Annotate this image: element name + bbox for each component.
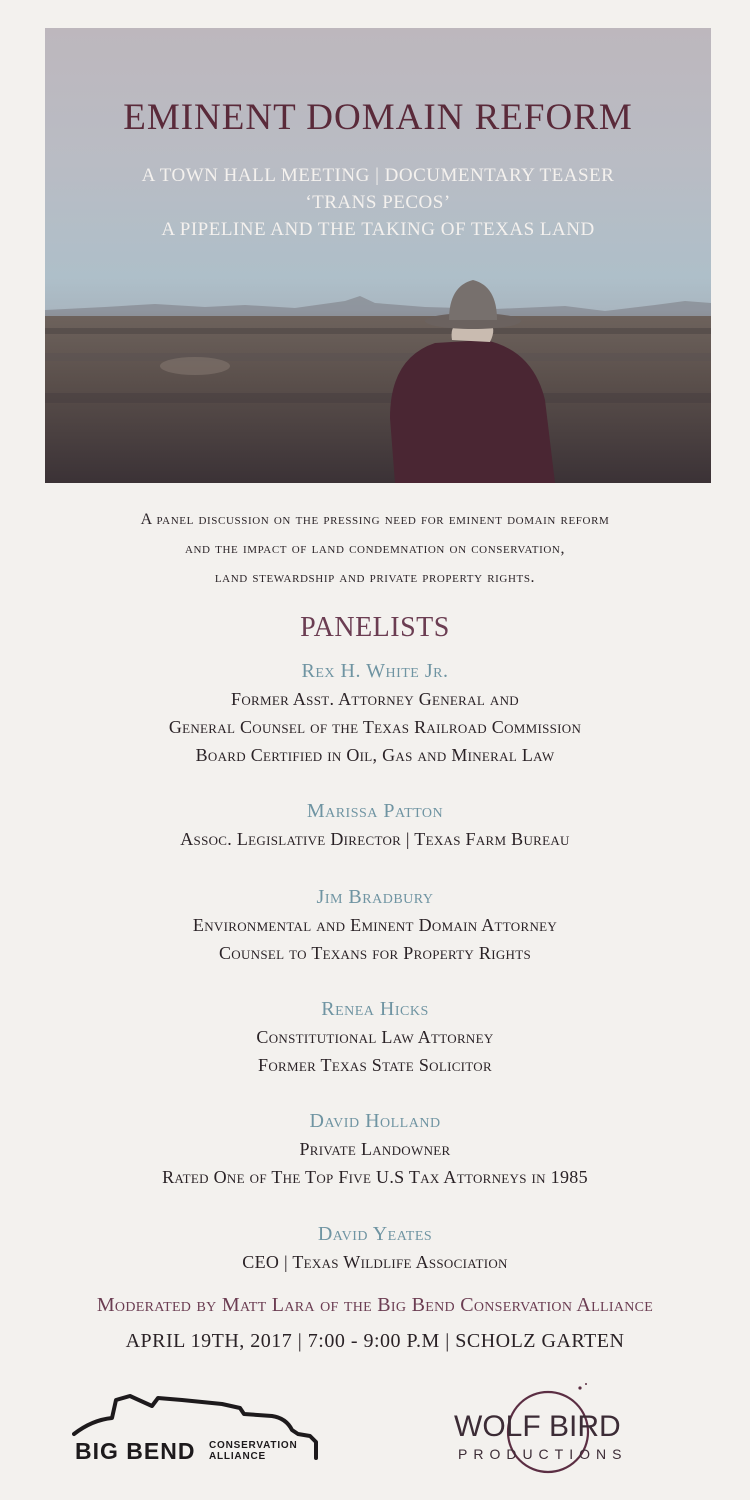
- panelist-credential: Environmental and Eminent Domain Attorney: [192, 915, 558, 935]
- panelist-credential: Board Certified in Oil, Gas and Mineral Law: [195, 745, 555, 765]
- panelist-block: [0, 797, 750, 853]
- event-subtitle-line: ‘TRANS PECOS’: [305, 192, 451, 213]
- panelist-block: [0, 883, 750, 967]
- wolf-bird-wordmark: WOLF BIRD: [454, 1410, 621, 1443]
- panelist-block: [0, 995, 750, 1079]
- panelist-block: [0, 1220, 750, 1276]
- panelist-name: David Holland: [309, 1110, 441, 1132]
- panelist-credential: Former Texas State Solicitor: [258, 1055, 492, 1075]
- panelist-name: Rex H. White Jr.: [301, 660, 449, 682]
- panelists-heading: PANELISTS: [300, 612, 450, 643]
- intro-line: land stewardship and private property rights.: [214, 569, 536, 586]
- panelist-credential: Counsel to Texans for Property Rights: [218, 943, 531, 963]
- event-details: APRIL 19TH, 2017 | 7:00 - 9:00 P.M | SCHOLZ GARTEN: [125, 1330, 625, 1352]
- panelist-name: Renea Hicks: [321, 998, 429, 1020]
- big-bend-logo: [72, 1390, 322, 1470]
- wolf-bird-subtitle: PRODUCTIONS: [458, 1446, 628, 1462]
- intro-paragraph: [0, 505, 750, 592]
- panelist-credential: Former Asst. Attorney General and: [231, 689, 519, 709]
- event-subtitle-line: A PIPELINE AND THE TAKING OF TEXAS LAND: [161, 219, 595, 240]
- moderator-line: Moderated by Matt Lara of the Big Bend Conservation Alliance: [96, 1294, 654, 1316]
- event-subtitle-line: A TOWN HALL MEETING | DOCUMENTARY TEASER: [141, 165, 615, 186]
- panelist-credential: CEO | Texas Wildlife Association: [242, 1252, 508, 1272]
- panelist-block: [0, 657, 750, 769]
- big-bend-sub-1: CONSERVATION: [209, 1440, 298, 1451]
- big-bend-sub-2: ALLIANCE: [209, 1451, 266, 1462]
- intro-line: A panel discussion on the pressing need for eminent domain reform: [140, 511, 610, 528]
- panelist-credential: General Counsel of the Texas Railroad Commission: [168, 717, 582, 737]
- panelist-credential: Assoc. Legislative Director | Texas Farm Bureau: [180, 829, 570, 849]
- panelist-credential: Constitutional Law Attorney: [256, 1027, 494, 1047]
- panelist-name: David Yeates: [317, 1223, 433, 1245]
- panelist-name: Jim Bradbury: [316, 886, 434, 908]
- big-bend-wordmark: BIG BEND: [75, 1438, 196, 1464]
- wolf-bird-logo: [450, 1380, 650, 1480]
- event-title: EMINENT DOMAIN REFORM: [123, 97, 633, 138]
- panelist-block: [0, 1107, 750, 1191]
- panelist-credential: Private Landowner: [299, 1139, 451, 1159]
- panelist-credential: Rated One of The Top Five U.S Tax Attorneys in 1985: [162, 1167, 588, 1187]
- panelist-name: Marissa Patton: [306, 800, 444, 822]
- intro-line: and the impact of land condemnation on conservation,: [184, 540, 566, 557]
- hero-image: [45, 28, 711, 483]
